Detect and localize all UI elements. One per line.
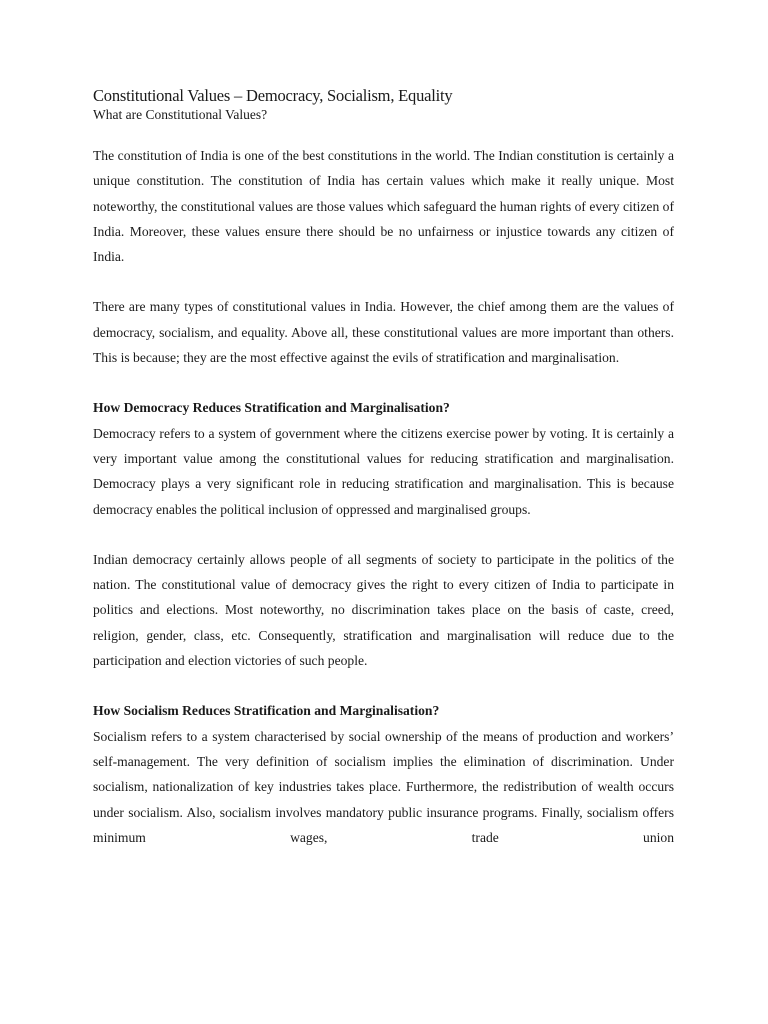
section-paragraph: Socialism refers to a system characterised by social ownership of the means of production and workers’ self-management. The very definition of socialism implies the elimination of discrimination. Under socialism, nationalization of key industries takes place. Furthermore, the redistribution of wealth occurs under socialism. Also, socialism involves mandatory public insurance programs. Finally, socialism offers minimum wages, trade union [93, 728, 674, 845]
section-paragraph: Democracy refers to a system of government where the citizens exercise power by voting. It is certainly a very important value among the constitutional values for reducing stratification and marginalisation. Democracy plays a very significant role in reducing stratification and marginalisation. This is because democracy enables the political inclusion of oppressed and marginalised groups. [93, 425, 674, 517]
intro-paragraph: There are many types of constitutional values in India. However, the chief among them are the values of democracy, socialism, and equality. Above all, these constitutional values are more important than others. This is because; they are the most effective against the evils of stratification and marginalisation. [93, 299, 674, 366]
section-paragraph: Indian democracy certainly allows people of all segments of society to participate in the politics of the nation. The constitutional value of democracy gives the right to every citizen of India to participate in politics and elections. Most noteworthy, no discrimination takes place on the basis of caste, creed, religion, gender, class, etc. Consequently, stratification and marginalisation will reduce due to the participation and election victories of such people. [93, 551, 674, 669]
section-democracy [93, 395, 674, 673]
section-heading: How Socialism Reduces Stratification and Marginalisation? [93, 703, 440, 719]
document-subtitle: What are Constitutional Values? [93, 107, 268, 122]
section-socialism [93, 698, 674, 850]
intro-paragraph: The constitution of India is one of the best constitutions in the world. The Indian constitution is certainly a unique constitution. The constitution of India has certain values which make it really unique. Most noteworthy, the constitutional values are those values which safeguard the human rights of every citizen of India. Moreover, these values ensure there should be no unfairness or injustice towards any citizen of India. [93, 148, 674, 265]
section-heading: How Democracy Reduces Stratification and Marginalisation? [93, 400, 450, 416]
document-title: Constitutional Values – Democracy, Socialism, Equality [93, 86, 453, 105]
